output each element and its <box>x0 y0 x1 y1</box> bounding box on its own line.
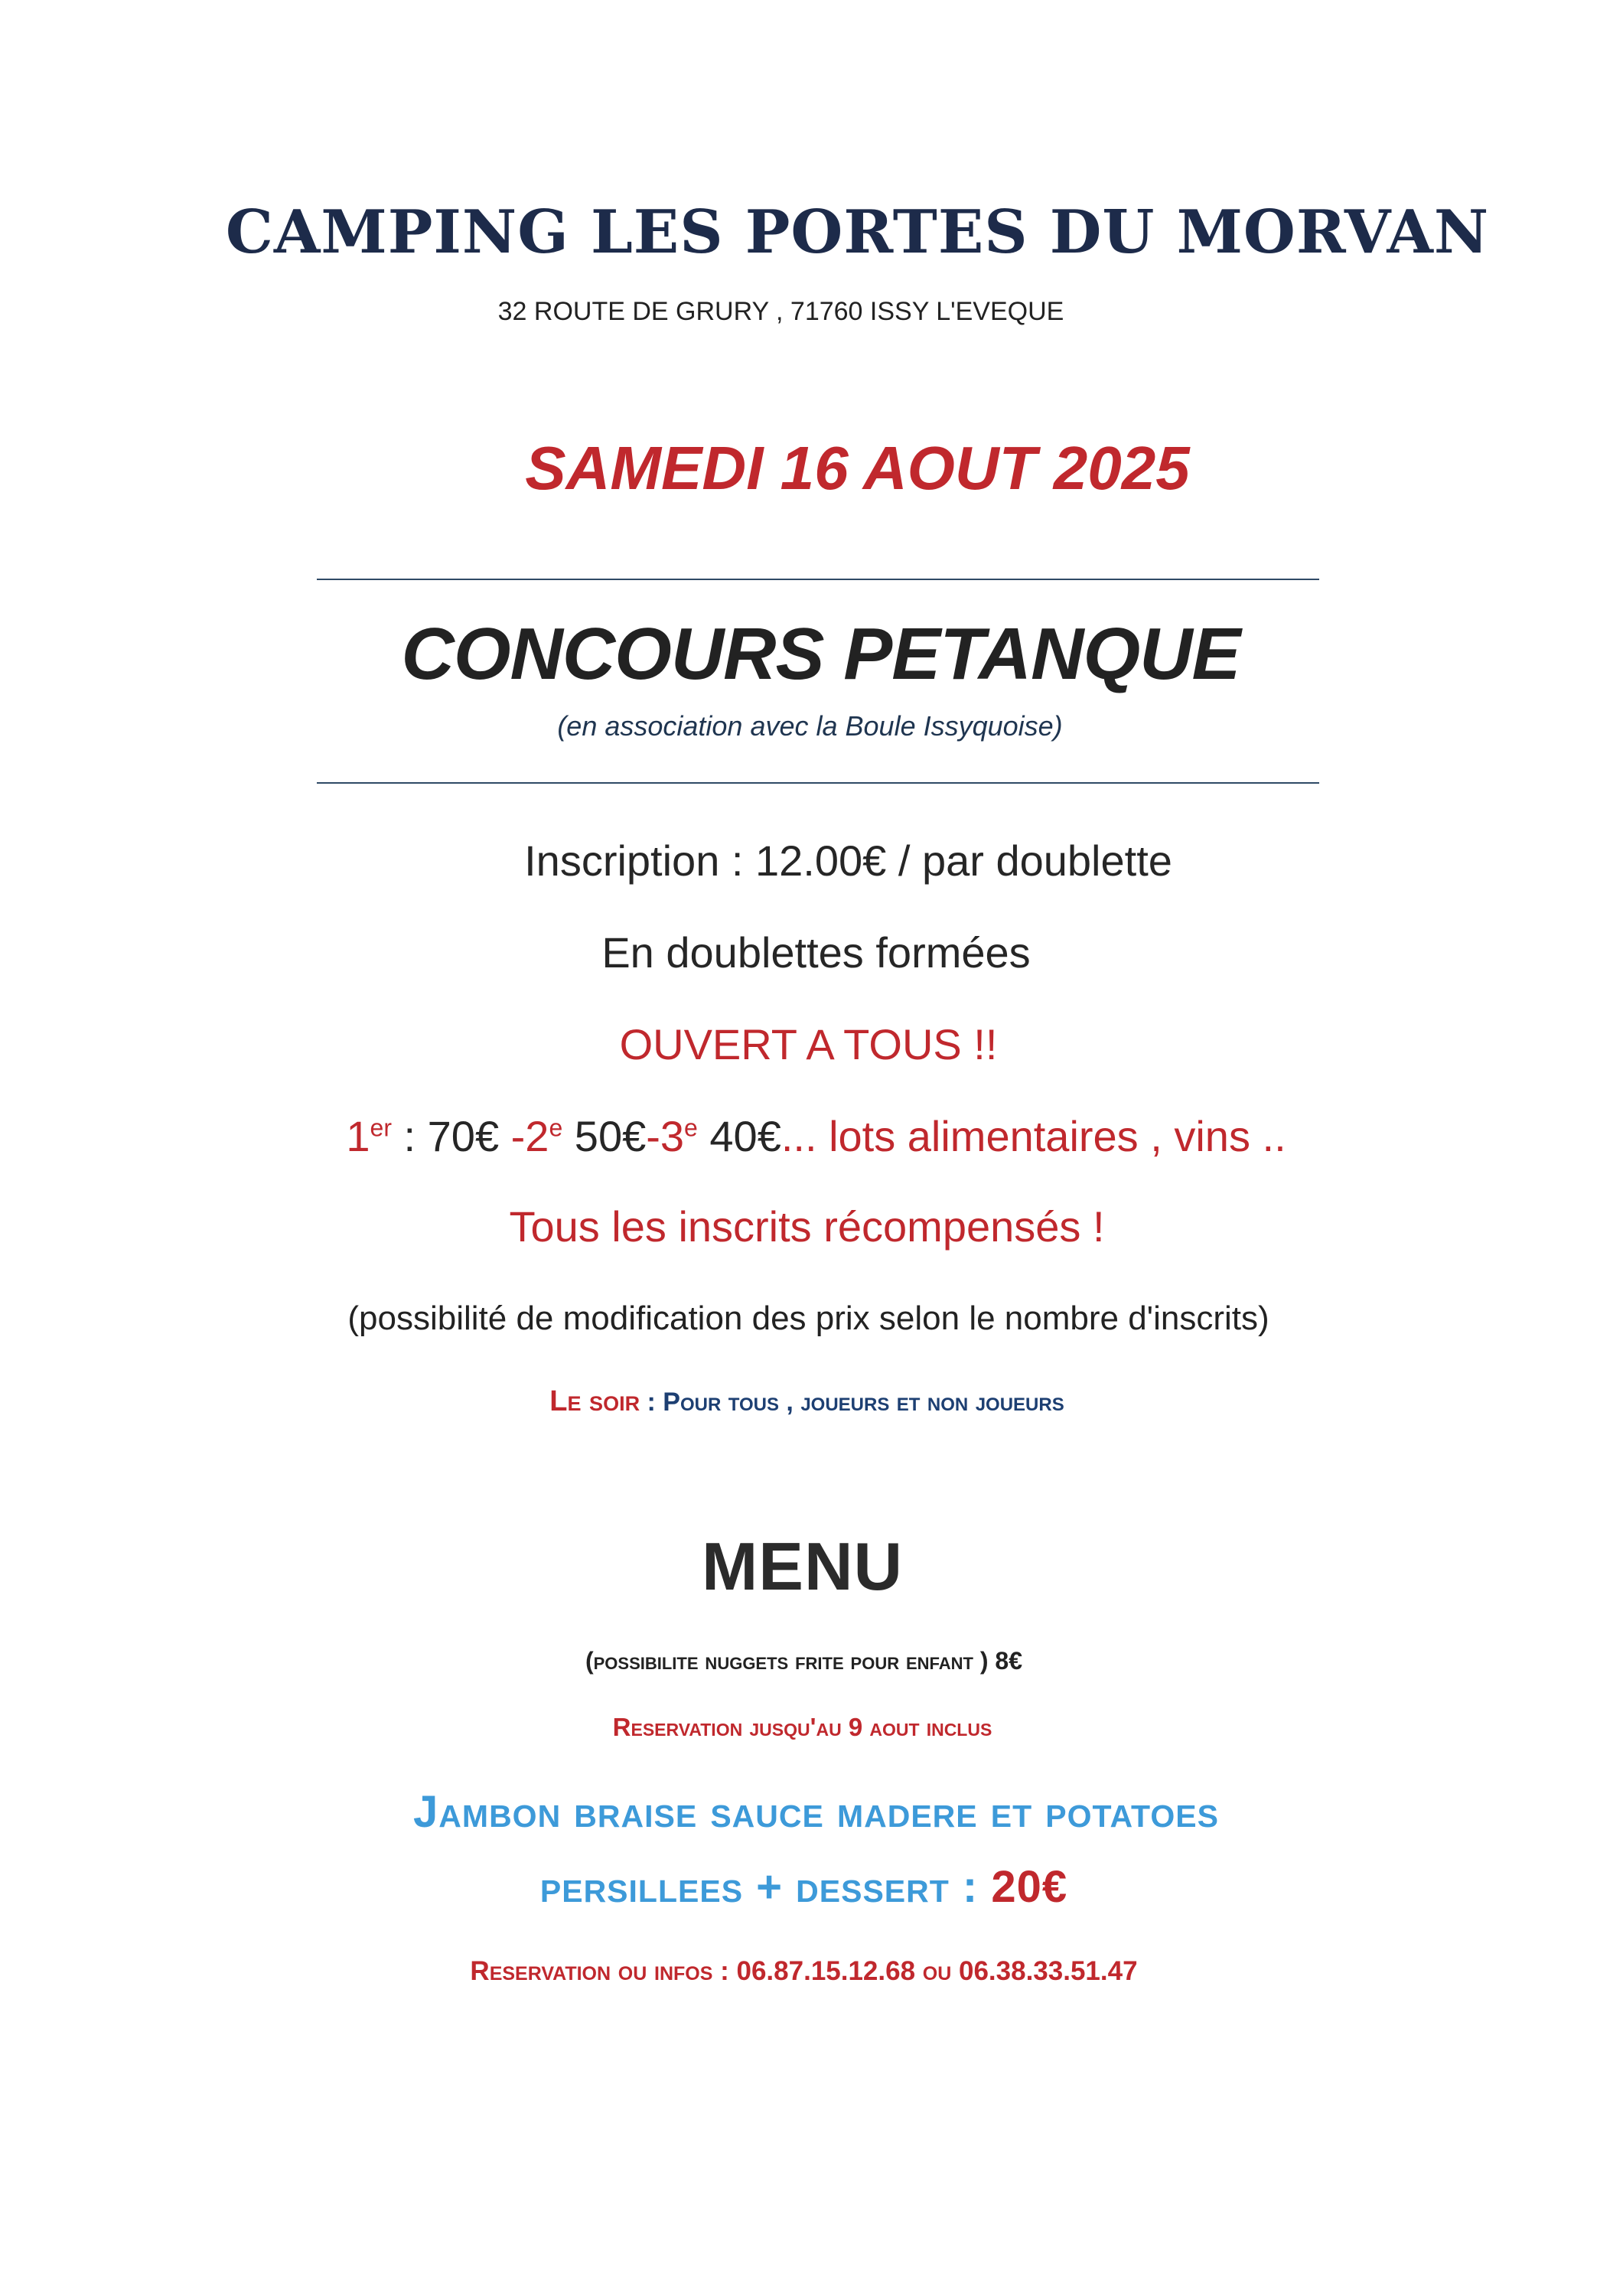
second-prize-suffix: e <box>549 1114 563 1142</box>
prize-modification-note: (possibilité de modification des prix selon le nombre d'inscrits) <box>347 1300 1269 1337</box>
dish-line-1: Jambon braise sauce madere et potatoes <box>413 1787 1219 1837</box>
team-format: En doublettes formées <box>601 928 1031 977</box>
third-prize-suffix: e <box>684 1114 698 1142</box>
first-prize-amount: : 70€ <box>391 1112 511 1160</box>
second-prize-amount: 50€ <box>562 1112 647 1160</box>
kids-option: (possibilite nuggets frite pour enfant ) 8€ <box>585 1647 1023 1675</box>
menu-title: MENU <box>701 1528 904 1604</box>
contest-title: CONCOURS PETANQUE <box>401 613 1240 695</box>
menu-price: 20€ <box>991 1862 1068 1912</box>
prizes-line <box>5 1111 1623 1161</box>
registration-fee: Inscription : 12.00€ / par doublette <box>524 837 1172 885</box>
third-prize-rank: -3 <box>646 1112 685 1160</box>
association-note: (en association avec la Boule Issyquoise) <box>557 710 1063 742</box>
reservation-deadline: Reservation jusqu'au 9 aout inclus <box>612 1713 992 1741</box>
camp-address: 32 ROUTE DE GRURY , 71760 ISSY L'EVEQUE <box>497 297 1064 326</box>
reservation-contact: Reservation ou infos : 06.87.15.12.68 ou 06.38.33.51.47 <box>470 1956 1138 1986</box>
all-rewarded: Tous les inscrits récompensés ! <box>509 1202 1105 1251</box>
evening-text: : Pour tous , joueurs et non joueurs <box>640 1388 1064 1417</box>
dish-line-2 <box>0 1861 1615 1913</box>
third-prize-amount: 40€ <box>697 1112 781 1160</box>
evening-label: Le soir <box>549 1385 640 1417</box>
first-prize-rank: 1 <box>346 1112 370 1160</box>
camp-title: CAMPING LES PORTES DU MORVAN <box>225 197 1490 267</box>
prize-extras: ... lots alimentaires , vins .. <box>781 1112 1286 1160</box>
divider-bottom <box>317 782 1319 784</box>
event-date: SAMEDI 16 AOUT 2025 <box>525 434 1190 502</box>
dish-line-2-text: persillees + dessert : <box>539 1862 992 1912</box>
open-to-all: OUVERT A TOUS !! <box>619 1020 998 1068</box>
second-prize-rank: -2 <box>510 1112 549 1160</box>
first-prize-suffix: er <box>370 1114 392 1142</box>
divider-top <box>317 579 1319 580</box>
evening-line <box>0 1385 1618 1418</box>
